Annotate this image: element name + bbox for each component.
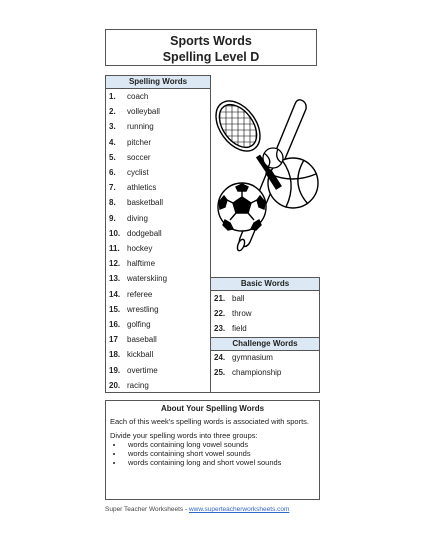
spelling-word-item xyxy=(109,378,149,393)
spelling-word-item xyxy=(109,332,157,347)
word-text: waterskiing xyxy=(127,274,168,284)
spelling-word-item xyxy=(109,271,167,286)
word-number: 17 xyxy=(109,335,118,345)
word-number: 25. xyxy=(214,368,226,378)
footer-prefix: Super Teacher Worksheets - xyxy=(105,506,189,513)
word-number: 7. xyxy=(109,183,116,193)
word-text: throw xyxy=(232,309,252,319)
tennis-racket-icon xyxy=(212,92,279,188)
spelling-word-item xyxy=(109,195,163,210)
about-bullet: • words containing long and short vowel sounds xyxy=(124,458,319,467)
word-text: golfing xyxy=(127,320,151,329)
word-number: 14. xyxy=(109,289,121,299)
spelling-word-item xyxy=(109,302,159,317)
word-number: 15. xyxy=(109,304,121,314)
word-text: field xyxy=(232,324,247,334)
word-text: soccer xyxy=(127,152,151,162)
word-number: 5. xyxy=(109,152,116,162)
spelling-word-item xyxy=(109,347,153,362)
soccer-ball-icon xyxy=(218,183,266,231)
word-number: 12. xyxy=(109,259,121,269)
word-number: 13. xyxy=(109,274,121,284)
spelling-word-item xyxy=(109,226,162,241)
footer-link[interactable]: www.superteacherworksheets.com xyxy=(188,506,290,513)
word-text: athletics xyxy=(127,183,157,193)
word-number: 18. xyxy=(109,350,121,360)
word-text: volleyball xyxy=(127,107,160,117)
word-number: 10. xyxy=(109,228,121,238)
spelling-word-item xyxy=(109,363,158,378)
spelling-word-item xyxy=(109,135,151,150)
basic-word-item xyxy=(214,306,252,321)
word-number: 24. xyxy=(214,353,226,362)
title-line-2: Spelling Level D xyxy=(162,50,260,64)
word-text: overtime xyxy=(127,365,158,375)
about-bullet: • words containing short vowel sounds xyxy=(124,449,319,458)
word-text: basketball xyxy=(127,198,164,208)
about-box xyxy=(105,400,320,500)
basic-and-challenge-box xyxy=(211,277,320,393)
about-text-2: Divide your spelling words into three groups: xyxy=(110,431,258,440)
spelling-word-item xyxy=(109,180,156,195)
word-number: 6. xyxy=(109,168,116,177)
footer xyxy=(105,506,289,513)
word-text: running xyxy=(127,122,154,132)
word-number: 8. xyxy=(109,198,116,208)
word-text: hockey xyxy=(127,244,153,253)
word-number: 16. xyxy=(109,320,121,329)
spelling-word-item xyxy=(109,150,151,165)
word-text: halftime xyxy=(127,259,156,269)
spelling-word-item xyxy=(109,104,160,119)
tennis-ball-icon xyxy=(263,148,283,168)
word-number: 11. xyxy=(109,244,120,253)
word-text: cyclist xyxy=(127,168,149,177)
about-text-1: Each of this week's spelling words is associated with sports. xyxy=(110,417,310,426)
spelling-word-item xyxy=(109,287,152,302)
word-number: 1. xyxy=(109,92,116,101)
word-text: dodgeball xyxy=(127,228,162,238)
word-number: 19. xyxy=(109,365,121,375)
worksheet-title xyxy=(105,29,317,66)
spelling-word-item xyxy=(109,211,148,226)
word-text: baseball xyxy=(127,335,157,345)
word-number: 20. xyxy=(109,380,121,390)
about-bullet: • words containing long vowel sounds xyxy=(124,440,319,449)
basic-words-header: Basic Words xyxy=(211,278,319,291)
word-number: 9. xyxy=(109,213,116,223)
word-text: kickball xyxy=(127,350,154,360)
about-title: About Your Spelling Words xyxy=(160,404,265,413)
challenge-words-header: Challenge Words xyxy=(211,337,319,351)
word-text: diving xyxy=(127,213,148,223)
word-text: championship xyxy=(232,368,282,378)
spelling-word-item xyxy=(109,317,151,332)
word-number: 3. xyxy=(109,122,116,132)
word-number: 22. xyxy=(214,309,226,319)
challenge-word-item xyxy=(214,365,281,380)
word-text: ball xyxy=(232,294,245,303)
spelling-word-item xyxy=(109,89,148,104)
word-text: pitcher xyxy=(127,137,152,147)
word-number: 4. xyxy=(109,137,116,147)
word-text: wrestling xyxy=(127,304,159,314)
spelling-word-item xyxy=(109,165,149,180)
word-text: racing xyxy=(127,380,149,390)
spelling-word-item xyxy=(109,256,155,271)
word-number: 23. xyxy=(214,324,226,334)
spelling-words-header: Spelling Words xyxy=(106,76,210,89)
basic-word-item xyxy=(214,291,244,306)
about-bullet-list xyxy=(106,440,319,467)
challenge-word-item xyxy=(214,350,273,365)
word-number: 2. xyxy=(109,107,116,117)
sports-equipment-illustration xyxy=(212,92,322,252)
title-line-1: Sports Words xyxy=(170,34,252,48)
word-text: referee xyxy=(127,289,153,299)
spelling-words-box xyxy=(105,75,211,393)
word-number: 21. xyxy=(214,294,226,303)
spelling-word-item xyxy=(109,119,154,134)
word-text: gymnasium xyxy=(232,353,273,362)
word-text: coach xyxy=(127,92,149,101)
spelling-word-item xyxy=(109,241,152,256)
basic-word-item xyxy=(214,321,247,336)
